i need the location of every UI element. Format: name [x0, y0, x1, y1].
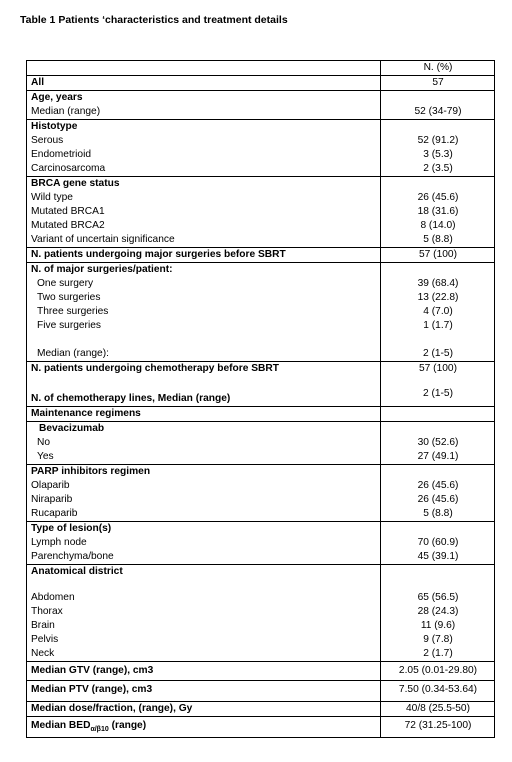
table-row-chemo-lines [27, 388, 495, 407]
row-value [381, 91, 495, 106]
section-row-maintenance [27, 407, 495, 422]
table-row [27, 191, 495, 205]
bed-label-subscript: α/β10 [90, 726, 109, 734]
subsection-row-parp [27, 465, 495, 480]
row-label: Parenchyma/bone [31, 551, 114, 562]
section-label: BRCA gene status [27, 177, 381, 192]
row-label: Two surgeries [37, 292, 101, 303]
row-value: 4 (7.0) [381, 305, 495, 319]
row-label: Brain [31, 620, 55, 631]
row-value [381, 565, 495, 580]
row-label: Neck [31, 648, 55, 659]
row-label: One surgery [37, 278, 94, 289]
table-row [27, 479, 495, 493]
row-label: Rucaparib [31, 508, 78, 519]
row-label: Abdomen [31, 592, 75, 603]
table-row [27, 205, 495, 219]
spacer-row [27, 333, 495, 347]
section-row-brca [27, 177, 495, 192]
table-row [27, 162, 495, 177]
section-label: N. of major surgeries/patient: [27, 263, 381, 278]
spacer-cell [381, 579, 495, 591]
row-value: 72 (31.25-100) [381, 717, 495, 738]
row-value: 2 (3.5) [381, 162, 495, 177]
row-label: Three surgeries [37, 306, 109, 317]
row-value: 30 (52.6) [381, 436, 495, 450]
row-value: 9 (7.8) [381, 633, 495, 647]
row-label: Median dose/fraction, (range), Gy [27, 702, 381, 717]
table-row [27, 219, 495, 233]
table-row [27, 436, 495, 450]
row-label: Median (range) [31, 106, 101, 117]
row-value: 27 (49.1) [381, 450, 495, 465]
row-value: 5 (8.8) [381, 507, 495, 522]
row-label: N. patients undergoing major surgeries before SBRT [27, 248, 381, 263]
table-row-surgery-patients [27, 248, 495, 263]
row-value [381, 407, 495, 422]
section-label: Maintenance regimens [27, 407, 381, 422]
row-value: 18 (31.6) [381, 205, 495, 219]
row-label: Endometrioid [31, 149, 92, 160]
table-row [27, 319, 495, 333]
row-label: Wild type [31, 192, 73, 203]
header-value-cell: N. (%) [381, 61, 495, 76]
table-row [27, 507, 495, 522]
spacer-row [27, 579, 495, 591]
row-value: 7.50 (0.34-53.64) [381, 681, 495, 702]
row-value: 2 (1-5) [381, 347, 495, 362]
row-label: Median GTV (range), cm3 [27, 662, 381, 681]
row-label: Variant of uncertain significance [31, 234, 175, 245]
table-row [27, 277, 495, 291]
row-label: Yes [37, 451, 54, 462]
row-label [27, 717, 381, 738]
row-value: 39 (68.4) [381, 277, 495, 291]
row-label: Mutated BRCA1 [31, 206, 105, 217]
row-label: Olaparib [31, 480, 70, 491]
spacer-row [27, 376, 495, 388]
subsection-row-bevacizumab [27, 422, 495, 437]
row-label: N. patients undergoing chemotherapy before SBRT [27, 362, 381, 377]
table-row-all [27, 76, 495, 91]
section-label: Bevacizumab [27, 422, 381, 437]
row-value: 57 [381, 76, 495, 91]
row-value: 70 (60.9) [381, 536, 495, 550]
row-label: Median (range): [37, 348, 109, 359]
table-row [27, 633, 495, 647]
table-row-median-dose [27, 702, 495, 717]
row-value: 26 (45.6) [381, 479, 495, 493]
section-row-age [27, 91, 495, 106]
table-header-row [27, 61, 495, 76]
row-value: 5 (8.8) [381, 233, 495, 248]
row-label: N. of chemotherapy lines, Median (range) [31, 393, 231, 404]
table-row [27, 591, 495, 605]
bed-label-tail: (range) [108, 720, 147, 731]
table-row-chemo-patients [27, 362, 495, 377]
table-row [27, 493, 495, 507]
row-value: 65 (56.5) [381, 591, 495, 605]
row-value [381, 522, 495, 537]
spacer-cell [27, 376, 381, 388]
table-row [27, 134, 495, 148]
row-value [381, 120, 495, 135]
row-label: Thorax [31, 606, 63, 617]
table-row [27, 105, 495, 120]
table-row [27, 347, 495, 362]
row-value: 57 (100) [381, 248, 495, 263]
row-value: 8 (14.0) [381, 219, 495, 233]
row-value: 11 (9.6) [381, 619, 495, 633]
table-row [27, 291, 495, 305]
row-label: Lymph node [31, 537, 87, 548]
table-row [27, 605, 495, 619]
bed-label-main: Median BED [31, 720, 91, 731]
table-row [27, 550, 495, 565]
patients-table [26, 60, 495, 738]
section-label: Anatomical district [27, 565, 381, 580]
row-value: 45 (39.1) [381, 550, 495, 565]
table-row [27, 536, 495, 550]
row-value: 57 (100) [381, 362, 495, 377]
section-row-surgeries [27, 263, 495, 278]
table-row [27, 450, 495, 465]
spacer-cell [381, 333, 495, 347]
row-value: 52 (91.2) [381, 134, 495, 148]
row-value [381, 177, 495, 192]
row-value: 40/8 (25.5-50) [381, 702, 495, 717]
row-label: Niraparib [31, 494, 73, 505]
table-row-median-bed [27, 717, 495, 738]
row-label: No [37, 437, 51, 448]
row-value [381, 422, 495, 437]
row-label: All [27, 76, 381, 91]
row-label: Five surgeries [37, 320, 101, 331]
table-row [27, 619, 495, 633]
row-value [381, 263, 495, 278]
row-value: 13 (22.8) [381, 291, 495, 305]
row-label: Pelvis [31, 634, 59, 645]
table-row [27, 233, 495, 248]
table-row-median-ptv [27, 681, 495, 702]
section-row-lesion [27, 522, 495, 537]
spacer-cell [381, 376, 495, 388]
section-label: Histotype [27, 120, 381, 135]
table-row [27, 305, 495, 319]
row-value: 2.05 (0.01-29.80) [381, 662, 495, 681]
section-row-histotype [27, 120, 495, 135]
row-value: 2 (1-5) [381, 388, 495, 407]
section-label: PARP inhibitors regimen [27, 465, 381, 480]
table-row [27, 647, 495, 662]
row-label: Mutated BRCA2 [31, 220, 105, 231]
spacer-cell [27, 333, 381, 347]
section-row-anatomical [27, 565, 495, 580]
row-value: 26 (45.6) [381, 493, 495, 507]
row-value: 2 (1.7) [381, 647, 495, 662]
section-label: Type of lesion(s) [27, 522, 381, 537]
row-value: 52 (34-79) [381, 105, 495, 120]
row-value: 3 (5.3) [381, 148, 495, 162]
section-label: Age, years [27, 91, 381, 106]
row-value: 1 (1.7) [381, 319, 495, 333]
header-label-cell [27, 61, 381, 76]
row-label: Carcinosarcoma [31, 163, 106, 174]
spacer-cell [27, 579, 381, 591]
table-row-median-gtv [27, 662, 495, 681]
row-label: Median PTV (range), cm3 [27, 681, 381, 702]
table-title: Table 1 Patients ‘characteristics and treatment details [20, 14, 288, 26]
row-value [381, 465, 495, 480]
table-row [27, 148, 495, 162]
row-value: 28 (24.3) [381, 605, 495, 619]
row-value: 26 (45.6) [381, 191, 495, 205]
row-label: Serous [31, 135, 64, 146]
